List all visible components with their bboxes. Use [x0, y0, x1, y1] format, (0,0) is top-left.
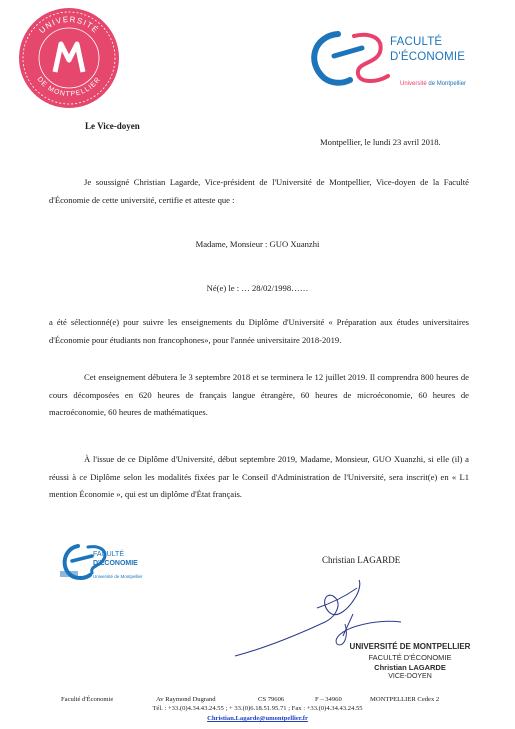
- logo-subtitle: Université de Montpellier: [400, 81, 467, 87]
- footer-postcode: F – 34960: [315, 696, 342, 703]
- footer-street: Av Raymond Dugrand: [156, 696, 216, 703]
- footer-email-link[interactable]: Christian.Lagarde@umontpellier.fr: [207, 715, 308, 722]
- svg-text:UNIVERSITÉ: UNIVERSITÉ: [37, 14, 101, 36]
- birth-date-line: Né(e) le : … 28/02/1998……: [206, 283, 309, 293]
- paragraph-outcome: À l'issue de ce Diplôme d'Université, début septembre 2019, Madame, Monsieur, GUO Xuanzhi, si elle (il) a réussi à ce Diplôme selon les modalités fixées par le Conseil d'Administration de l'Université, sera inscrit(e) en « L1 mention Économie », qui est un diplôme d'État français.: [49, 454, 469, 499]
- stamp-name: Christian LAGARDE: [374, 663, 446, 672]
- logo-line1: FACULTÉ: [390, 36, 443, 48]
- stamp-university: UNIVERSITÉ DE MONTPELLIER: [349, 642, 471, 651]
- stamp-role: VICE-DOYEN: [388, 673, 432, 680]
- place-date: Montpellier, le lundi 23 avril 2018.: [320, 137, 441, 147]
- footer-cs: CS 79606: [258, 696, 285, 703]
- paragraph-selection: a été sélectionné(e) pour suivre les enseignements du Diplôme d'Université « Préparation aux études universitaires d'Économie pour étudiants non francophones», pour l'année universitaire 2018-2019.: [49, 317, 469, 345]
- logo-line2: D'ÉCONOMIE: [390, 51, 466, 63]
- paragraph-program: Cet enseignement débutera le 3 septembre 2018 et se terminera le 12 juillet 2019. Il comprendra 800 heures de cours décomposées en 620 heures de français langue étrangère, 60 heures de microéconomie, 60 heures de macroéconomie, 60 heures de mathématiques.: [49, 372, 469, 417]
- recipient-line: Madame, Monsieur : GUO Xuanzhi: [195, 239, 320, 249]
- paragraph-certification: Je soussigné Christian Lagarde, Vice-président de l'Université de Montpellier, Vice-doyen de la Faculté d'Économie de cette université, certifie et atteste que :: [49, 177, 469, 205]
- footer-org: Faculté d'Économie: [61, 696, 114, 703]
- footer-phones: Tél. : +33.(0)4.34.43.24.55 ; + 33.(0)6.18.51.95.71 ; Fax : +33.(0)4.34.43.24.55: [152, 705, 363, 712]
- stamp-faculty: FACULTÉ D'ÉCONOMIE: [368, 653, 452, 662]
- signatory-name: Christian LAGARDE: [322, 555, 401, 565]
- signatory-title: Le Vice-doyen: [85, 121, 140, 131]
- small-logo-subtitle: Université de Montpellier: [93, 574, 143, 579]
- footer-city: MONTPELLIER Cedex 2: [370, 696, 440, 703]
- university-seal-logo: [17, 6, 121, 110]
- small-logo-line2: D'ÉCONOMIE: [93, 560, 138, 567]
- svg-text:DE MONTPELLIER: DE MONTPELLIER: [35, 75, 103, 99]
- small-logo-line1: FACULTÉ: [93, 551, 124, 558]
